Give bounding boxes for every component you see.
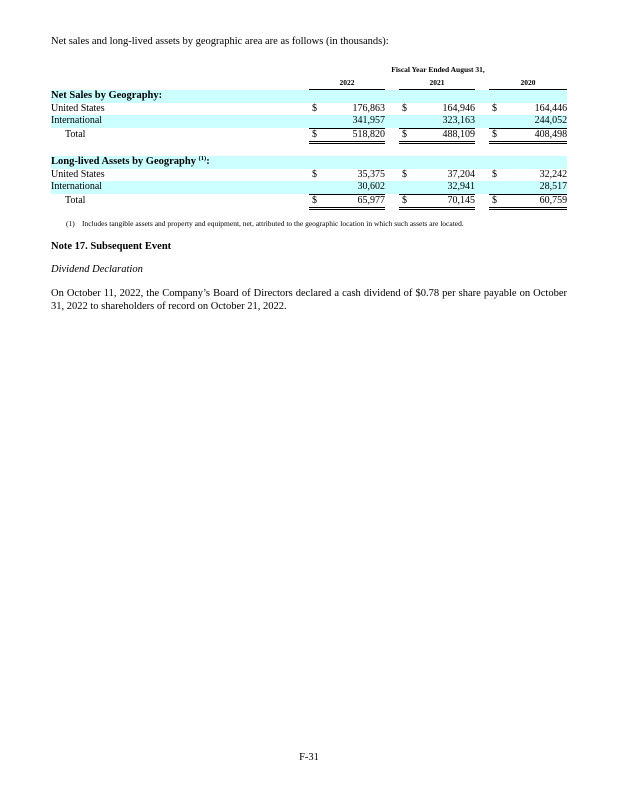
total-row [51, 194, 567, 209]
footnote-text: Includes tangible assets and property and equipment, net, attributed to the geographic location in which such assets are located. [82, 219, 464, 228]
page-number: F-31 [299, 752, 319, 763]
row-label: Total [65, 129, 86, 140]
cell-value: 341,957 [321, 115, 385, 128]
cell-value: 28,517 [501, 181, 567, 194]
cell-value: 244,052 [501, 115, 567, 128]
cell-value: 60,759 [501, 194, 567, 209]
cell-value: 35,375 [357, 168, 385, 180]
currency-symbol: $ [312, 102, 317, 114]
row-label: International [51, 115, 309, 128]
geography-table [51, 64, 567, 210]
note-subheading: Dividend Declaration [51, 264, 143, 275]
cell-value: 323,163 [411, 115, 475, 128]
currency-symbol: $ [309, 128, 321, 143]
currency-symbol: $ [312, 168, 317, 180]
currency-symbol: $ [489, 128, 501, 143]
cell-value: 488,109 [411, 128, 475, 143]
year-header-2020: 2020 [489, 77, 567, 90]
currency-symbol: $ [399, 128, 411, 143]
currency-symbol: $ [309, 194, 321, 209]
cell-value: 30,602 [321, 181, 385, 194]
currency-symbol: $ [399, 194, 411, 209]
row-label: United States [51, 168, 105, 180]
cell-value: 408,498 [501, 128, 567, 143]
cell-value: 164,946 [442, 102, 475, 114]
row-label: International [51, 181, 309, 194]
note-paragraph: On October 11, 2022, the Company’s Board of Directors declared a cash dividend of $0.78 per share payable on October 31, 2022 to shareholders of record on October 21, 2022. [51, 288, 567, 312]
cell-value: 518,820 [321, 128, 385, 143]
currency-symbol: $ [489, 194, 501, 209]
note-heading: Note 17. Subsequent Event [51, 241, 172, 252]
currency-symbol: $ [492, 102, 497, 114]
cell-value: 65,977 [321, 194, 385, 209]
intro-text: Net sales and long-lived assets by geographic area are as follows (in thousands): [51, 36, 389, 47]
period-header: Fiscal Year Ended August 31, [391, 65, 485, 74]
year-header-2021: 2021 [399, 77, 475, 90]
footnote-ref: (1) [198, 155, 207, 162]
year-header-2022: 2022 [309, 77, 385, 90]
table-row [51, 115, 567, 128]
currency-symbol: $ [492, 168, 497, 180]
total-row [51, 128, 567, 143]
cell-value: 32,242 [539, 168, 568, 180]
table-row [51, 169, 567, 182]
footnote [66, 219, 464, 228]
table-row [51, 181, 567, 194]
table-row [51, 103, 567, 116]
net-sales-heading: Net Sales by Geography: [51, 90, 567, 103]
long-lived-heading: Long-lived Assets by Geography $^{(1)}$: [51, 156, 567, 169]
cell-value: 70,145 [411, 194, 475, 209]
cell-value: 176,863 [352, 102, 385, 114]
footnote-number: (1) [66, 219, 75, 228]
row-label: United States [51, 102, 105, 114]
cell-value: 32,941 [411, 181, 475, 194]
row-label: Total [65, 195, 86, 206]
cell-value: 164,446 [534, 102, 568, 114]
currency-symbol: $ [402, 168, 407, 180]
cell-value: 37,204 [447, 168, 475, 180]
currency-symbol: $ [402, 102, 407, 114]
